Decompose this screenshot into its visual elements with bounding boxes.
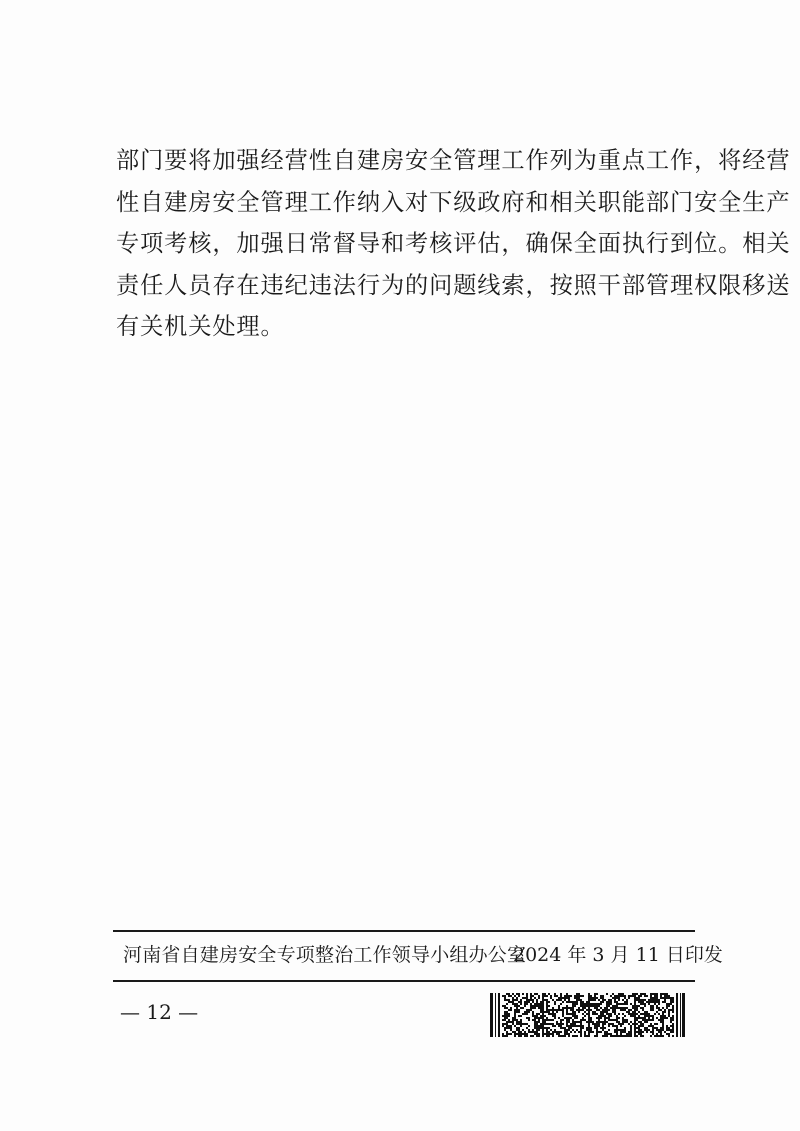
body-line: 性自建房安全管理工作纳入对下级政府和相关职能部门安全生产	[116, 188, 791, 216]
body-line: 专项考核，加强日常督导和考核评估，确保全面执行到位。相关	[116, 230, 791, 257]
print-date: 2024 年 3 月 11 日印发	[513, 944, 723, 966]
issuer-office: 河南省自建房安全专项整治工作领导小组办公室	[123, 944, 527, 966]
body-line: 部门要将加强经营性自建房安全管理工作列为重点工作，将经营	[116, 147, 791, 174]
footer-bottom-rule	[113, 980, 695, 982]
body-line: 责任人员存在违纪违法行为的问题线索，按照干部管理权限移送	[116, 271, 791, 299]
body-line: 有关机关处理。	[116, 313, 285, 340]
footer-top-rule	[113, 930, 695, 932]
body-text	[116, 140, 791, 348]
page-number: — 12 —	[120, 1000, 199, 1024]
barcode-icon	[490, 993, 685, 1037]
